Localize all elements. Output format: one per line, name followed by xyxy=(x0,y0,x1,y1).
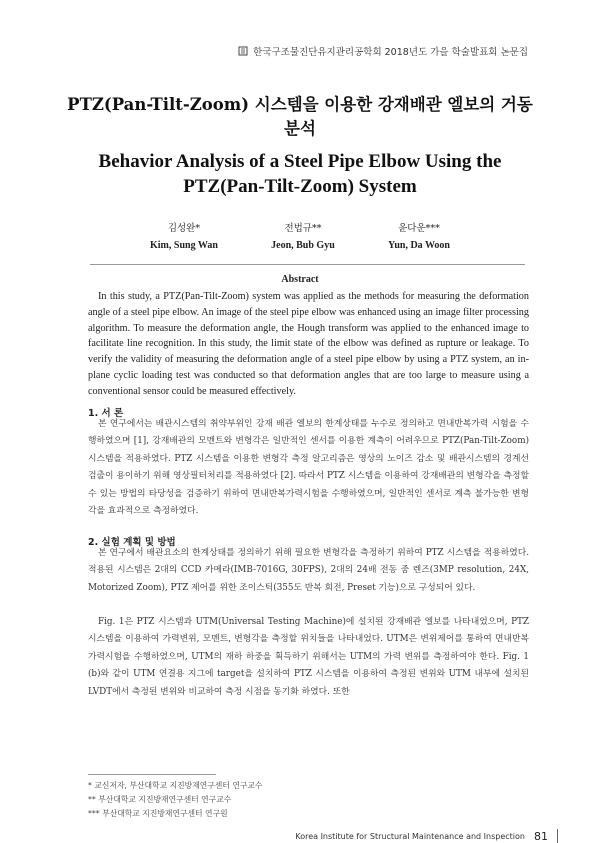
author-name-english: Yun, Da Woon xyxy=(388,240,450,251)
footer-divider xyxy=(557,829,558,843)
author-list xyxy=(150,220,450,254)
footnotes xyxy=(88,779,262,821)
footnote: ** 부산대학교 지진방재연구센터 연구교수 xyxy=(88,795,232,804)
author-name-korean: 윤다운*** xyxy=(398,223,440,234)
author xyxy=(271,220,335,254)
author xyxy=(388,220,450,254)
section-heading: 1. 서 론 xyxy=(88,408,124,419)
title-english: Behavior Analysis of a Steel Pipe Elbow Using the PTZ(Pan-Tilt-Zoom) System xyxy=(98,151,502,197)
author xyxy=(150,220,218,254)
title-korean: PTZ(Pan-Tilt-Zoom) 시스템을 이용한 강재배관 엘보의 거동 분석 xyxy=(67,95,533,138)
abstract-heading: Abstract xyxy=(281,274,319,285)
footnote: * 교신저자, 부산대학교 지진방재연구센터 연구교수 xyxy=(88,781,263,790)
divider xyxy=(90,264,525,265)
book-icon xyxy=(238,46,248,56)
author-name-korean: 김성완* xyxy=(167,223,201,234)
section-heading: 2. 실험 계획 및 방법 xyxy=(88,537,176,548)
page-footer xyxy=(295,829,558,843)
footnote: *** 부산대학교 지진방재연구센터 연구원 xyxy=(88,809,228,818)
abstract-text: In this study, a PTZ(Pan-Tilt-Zoom) system was applied as the methods for measuring the deformation angle of a steel pipe elbow. An image of the steel pipe elbow was enhanced using an image filter processing algorithm. To measure the deformation angle, the Hough transform was applied to the enhanced image to facilitate line recognition. In this study, the limit state of the elbow was defined as rupture or leakage. To verify the validity of measuring the deformation angle of a steel pipe elbow by using a PTZ system, an in-plane cyclic loading test was conducted so that deformation angles that are too large to measure using a conventional sensor could be measured effectively. xyxy=(88,291,529,397)
paragraph: 본 연구에서 배관요소의 한계상태를 정의하기 위해 필요한 변형각을 측정하기 위하여 PTZ 시스템을 적용하였다. 적용된 시스템은 2대의 CCD 카메라(IMB-7016G, 30FPS), 2대의 24배 전동 줌 렌즈(3MP resolution, 24X, Motorized Zoom), PTZ 제어를 위한 조이스틱(355도 반복 회전, Preset 기능)으로 구성되어 있다. xyxy=(88,548,529,593)
running-header xyxy=(238,44,528,58)
page-number: 81 xyxy=(534,829,548,843)
paragraph: 본 연구에서는 배관시스템의 취약부위인 강재 배관 엘보의 한계상태를 누수로 정의하고 면내반복가력 시험을 수행하였으며 [1], 강재배관의 모멘트와 변형각은 일반적인 센서를 이용한 계측이 어려우므로 PTZ(Pan-Tilt-Zoom) 시스템을 적용하였다. PTZ 시스템을 이용한 변형각 측정 알고리즘은 영상의 노이즈 감소 및 배관시스템의 경계선 검출이 용이하기 위해 영상필터처리를 적용하였다 [2]. 따라서 PTZ 시스템을 이용하여 강재배관의 변형각을 측정할 수 있는 방법의 타당성을 검증하기 위하여 면내반복가력시험을 수행하였으며, 일반적인 센서로 계측 불가능한 변형각을 효과적으로 측정하였다. xyxy=(88,419,529,517)
author-name-korean: 전법규** xyxy=(284,223,322,234)
paragraph: Fig. 1은 PTZ 시스템과 UTM(Universal Testing Machine)에 설치된 강재배관 엘보를 나타내었으며, PTZ 시스템을 이용하여 가력변위, 모멘트, 변형각을 측정할 위치들을 나타내었다. UTM은 변위제어를 통하여 면내반복가력시험을 수행하였으며, UTM의 재하 하중을 획득하기 위해서는 UTM의 가력 변위를 측정하여야 한다. Fig. 1 (b)와 같이 UTM 연결용 지그에 target을 설치하여 PTZ 시스템을 이용하여 측정된 변위와 UTM 내부에 설치된 LVDT에서 측정된 변위와 비교하여 측정 시점을 동기화 하였다. 또한 xyxy=(88,617,529,697)
author-name-english: Kim, Sung Wan xyxy=(150,240,218,251)
running-header-text: 한국구조물진단유지관리공학회 2018년도 가을 학술발표회 논문집 xyxy=(253,47,528,58)
footer-institute: Korea Institute for Structural Maintenance and Inspection xyxy=(295,831,525,841)
author-name-english: Jeon, Bub Gyu xyxy=(271,240,335,251)
footnote-divider xyxy=(88,774,216,775)
